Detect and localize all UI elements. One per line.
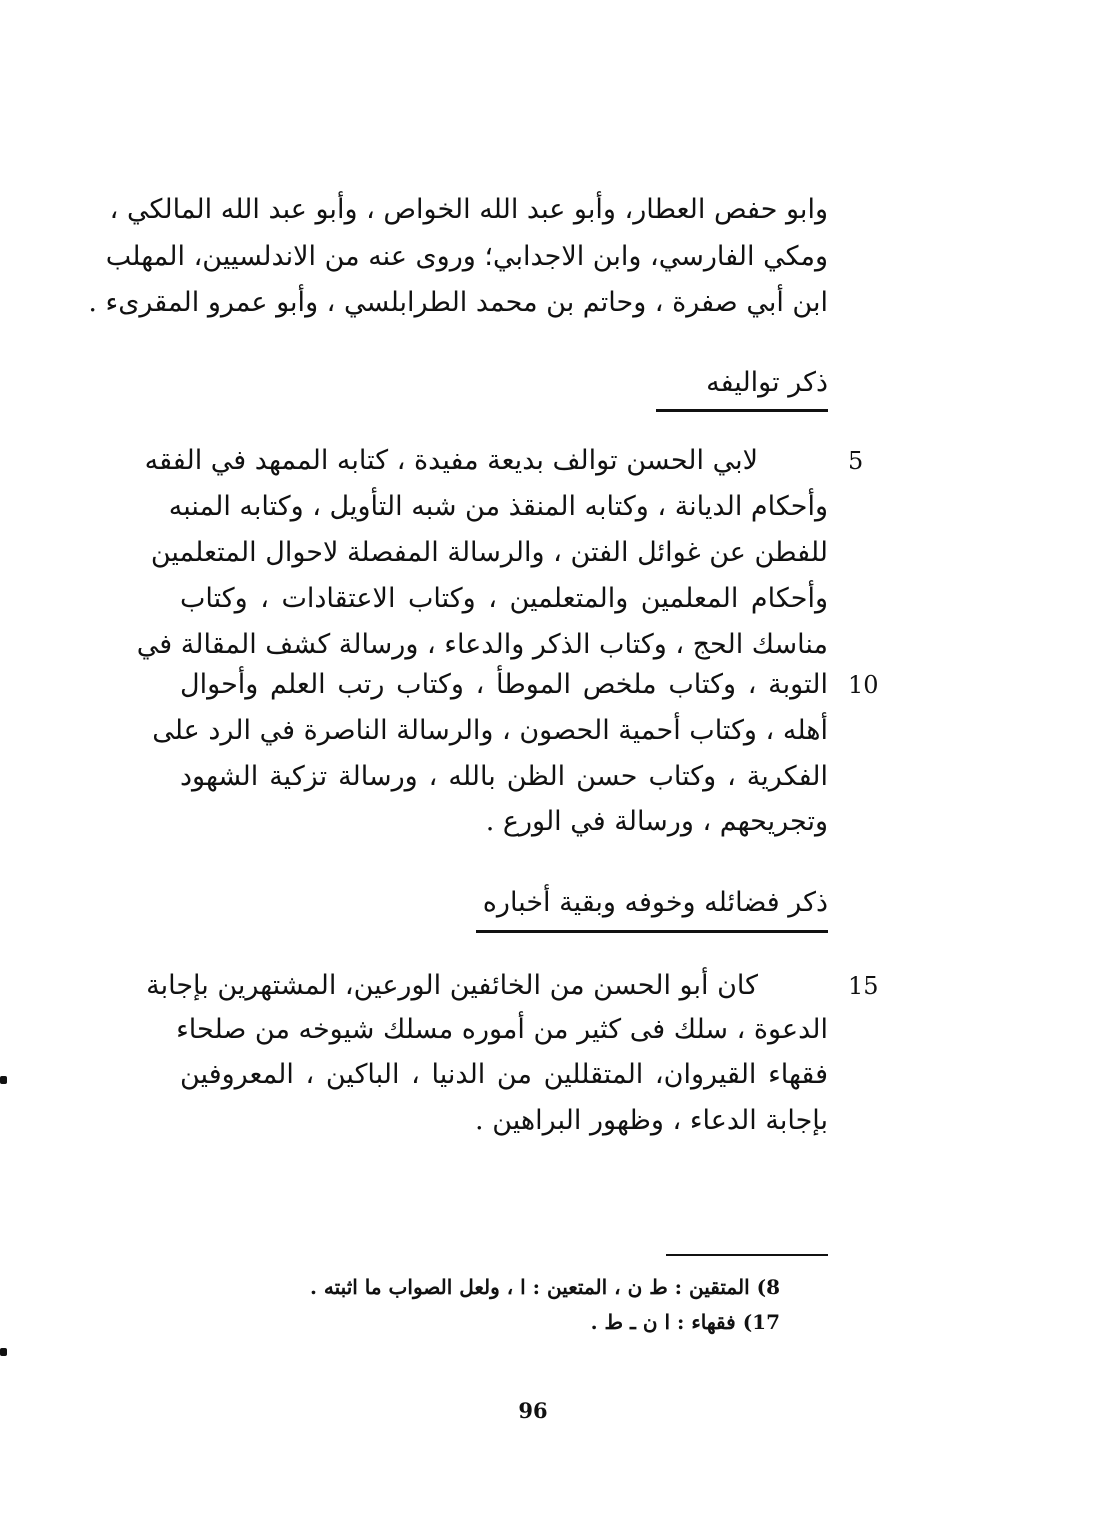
scan-mark: [0, 1348, 7, 1356]
text-line: ومكي الفارسي، وابن الاجدابي؛ وروى عنه من الاندلسيين، المهلب: [105, 241, 828, 272]
text-line: الدعوة ، سلك فى كثير من أموره مسلك شيوخه من صلحاء: [176, 1014, 828, 1045]
text-line: كان أبو الحسن من الخائفين الورعين، المشتهرين بإجابة: [146, 970, 758, 1001]
line-number: 10: [848, 671, 879, 699]
line-number: 15: [848, 972, 879, 1000]
text-line: للفطن عن غوائل الفتن ، والرسالة المفصلة لاحوال المتعلمين: [150, 537, 828, 568]
scan-mark: [0, 1076, 7, 1084]
text-line: مناسك الحج ، وكتاب الذكر والدعاء ، ورسالة كشف المقالة في: [136, 629, 828, 660]
section-heading: ذكر فضائله وخوفه وبقية أخباره: [482, 887, 828, 918]
line-number: 5: [848, 447, 864, 475]
page-number: 96: [518, 1398, 548, 1423]
footnote-separator: [666, 1254, 828, 1256]
heading-underline: [656, 409, 828, 412]
text-line: التوبة ، وكتاب ملخص الموطأ ، وكتاب رتب العلم وأحوال: [180, 669, 828, 700]
section-heading: ذكر تواليفه: [706, 367, 828, 398]
text-line: بإجابة الدعاء ، وظهور البراهين .: [475, 1105, 828, 1136]
heading-underline: [476, 930, 828, 933]
text-line: وتجريحهم ، ورسالة في الورع .: [485, 806, 828, 837]
text-line: وأحكام الديانة ، وكتابه المنقذ من شبه التأويل ، وكتابه المنبه: [168, 491, 828, 522]
text-line: فقهاء القيروان، المتقللين من الدنيا ، الباكين ، المعروفين: [180, 1059, 828, 1090]
text-line: أهله ، وكتاب أحمية الحصون ، والرسالة الناصرة في الرد على: [152, 715, 828, 746]
footnote: 8) المتقين : ط ن ، المتعين : ا ، ولعل الصواب ما اثبته .: [309, 1275, 780, 1299]
text-line: وأحكام المعلمين والمتعلمين ، وكتاب الاعتقادات ، وكتاب: [180, 583, 828, 614]
text-line: وابو حفص العطار، وأبو عبد الله الخواص ، وأبو عبد الله المالكي ،: [109, 194, 828, 225]
text-line: الفكرية ، وكتاب حسن الظن بالله ، ورسالة تزكية الشهود: [180, 761, 828, 792]
text-line: لابي الحسن توالف بديعة مفيدة ، كتابه الممهد في الفقه: [144, 445, 758, 476]
footnote: 17) فقهاء : ا ن ـ ط .: [590, 1310, 780, 1334]
text-line: ابن أبي صفرة ، وحاتم بن محمد الطرابلسي ، وأبو عمرو المقرىء .: [88, 287, 828, 318]
